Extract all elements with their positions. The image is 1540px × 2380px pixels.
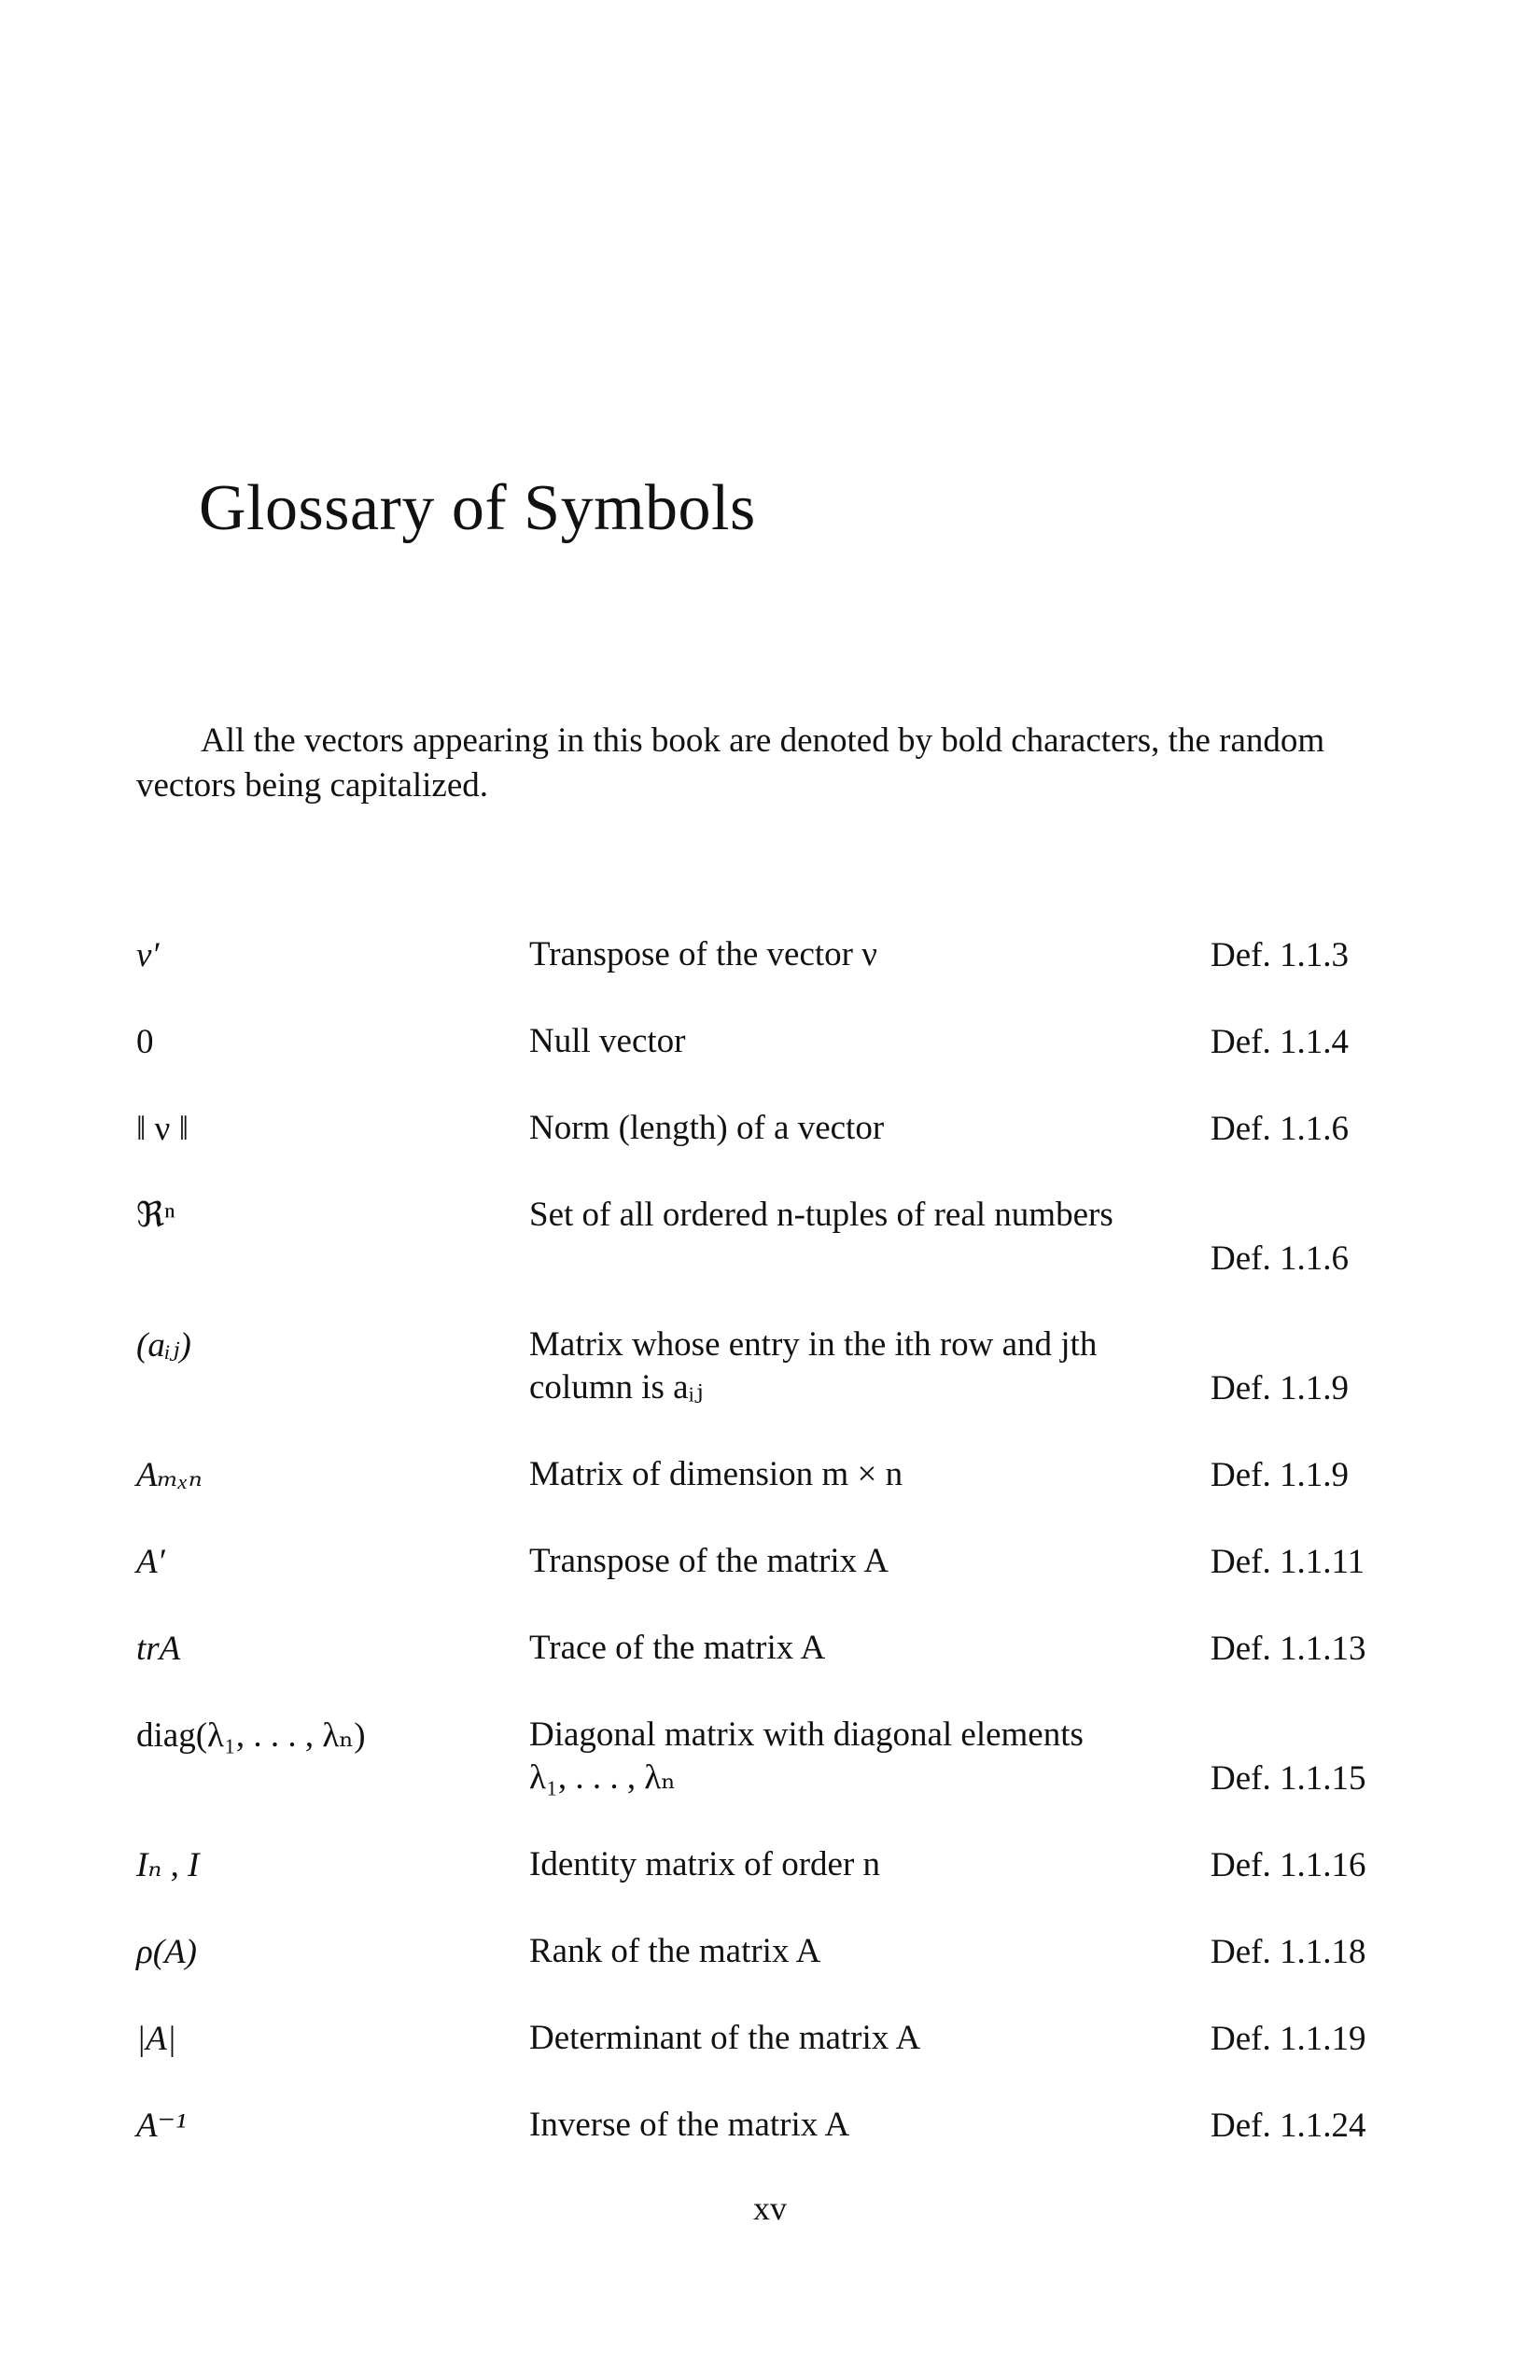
entry-symbol: diag(λ₁, . . . , λₙ) <box>136 1716 366 1755</box>
entry-description: Null vector <box>529 1022 686 1060</box>
entry-description: Transpose of the vector ν <box>529 935 877 973</box>
entry-symbol: 0 <box>136 1023 154 1061</box>
entry-description: Transpose of the matrix A <box>529 1542 889 1580</box>
entry-symbol: A⁻¹ <box>136 2107 187 2145</box>
entry-reference: Def. 1.1.6 <box>1211 1110 1349 1148</box>
entry-reference: Def. 1.1.13 <box>1211 1630 1366 1668</box>
entry-description: Identity matrix of order n <box>529 1845 881 1883</box>
entry-reference: Def. 1.1.6 <box>1211 1239 1349 1278</box>
entry-symbol: (aᵢⱼ) <box>136 1326 191 1365</box>
page-number: xv <box>753 2190 787 2227</box>
entry-description: Inverse of the matrix A <box>529 2106 850 2144</box>
entry-description: Trace of the matrix A <box>529 1629 826 1667</box>
entry-description: Matrix of dimension m × n <box>529 1455 903 1493</box>
entry-reference: Def. 1.1.24 <box>1211 2107 1366 2145</box>
entry-symbol: ρ(A) <box>136 1933 198 1971</box>
entry-symbol: |A| <box>136 2020 176 2058</box>
entry-reference: Def. 1.1.16 <box>1211 1846 1366 1884</box>
entry-symbol: ℜⁿ <box>136 1197 175 1235</box>
entry-reference: Def. 1.1.15 <box>1211 1759 1366 1798</box>
entry-reference: Def. 1.1.11 <box>1211 1543 1365 1581</box>
entry-description: Set of all ordered n-tuples of real numbers <box>529 1196 1113 1234</box>
entry-description: Determinant of the matrix A <box>529 2019 921 2057</box>
entry-reference: Def. 1.1.9 <box>1211 1369 1349 1407</box>
entry-reference: Def. 1.1.4 <box>1211 1023 1349 1061</box>
entry-symbol: Iₙ , I <box>136 1846 200 1884</box>
entry-description: Diagonal matrix with diagonal elements λ₁, . . . , λₙ <box>529 1715 1084 1797</box>
entry-symbol: trA <box>136 1630 181 1668</box>
entry-reference: Def. 1.1.19 <box>1211 2020 1366 2058</box>
intro-paragraph: All the vectors appearing in this book are denoted by bold characters, the random vectors being capitalized. <box>136 721 1325 805</box>
page-title: Glossary of Symbols <box>199 472 756 544</box>
entry-symbol: ‖ ν ‖ <box>136 1110 189 1148</box>
entry-symbol: ν′ <box>136 936 160 974</box>
entry-description: Matrix whose entry in the ith row and jth column is aᵢⱼ <box>529 1325 1098 1407</box>
entry-reference: Def. 1.1.18 <box>1211 1933 1366 1971</box>
entry-description: Rank of the matrix A <box>529 1932 821 1970</box>
entry-description: Norm (length) of a vector <box>529 1109 885 1147</box>
entry-symbol: Aₘₓₙ <box>136 1456 203 1494</box>
entry-reference: Def. 1.1.9 <box>1211 1456 1349 1494</box>
entry-reference: Def. 1.1.3 <box>1211 936 1349 974</box>
entry-symbol: A′ <box>136 1543 165 1581</box>
